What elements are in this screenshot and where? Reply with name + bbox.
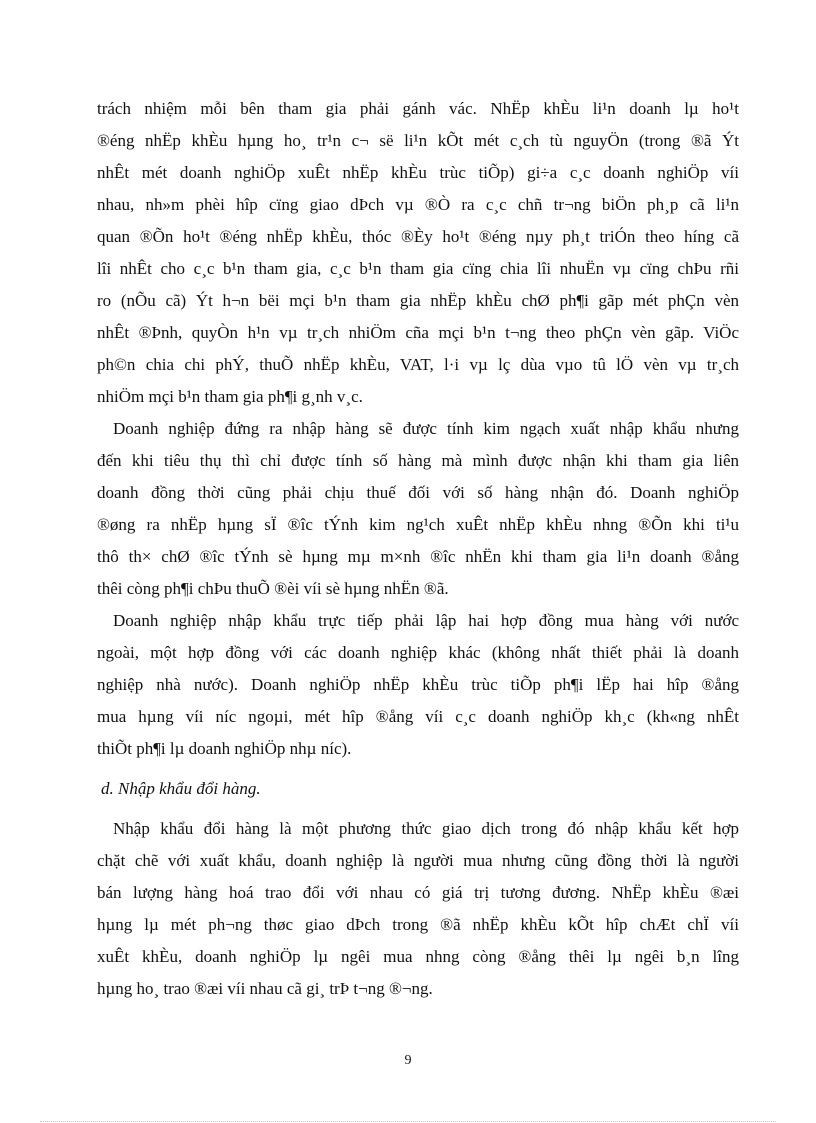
text-line: chặt chẽ với xuất khẩu, doanh nghiệp là người mua nhưng cũng đồng thời là người (97, 851, 739, 870)
text-line: ngoài, một hợp đồng với các doanh nghiệp khác (không nhất thiết phải là doanh (97, 643, 739, 662)
text-line: thêi còng ph¶i chÞu thuÕ ®èi víi sè hµng nhËn ®ã. (97, 579, 449, 598)
text-line: lîi nhÊt cho c¸c b¹n tham gia, c¸c b¹n tham gia cïng chia lîi nhuËn vµ cïng chÞu rñi (97, 259, 739, 278)
text-line: xuÊt khÈu, doanh nghiÖp lµ ngêi mua nhng còng ®ång thêi lµ ngêi b¸n lîng (97, 947, 739, 966)
paragraph-3 (97, 605, 739, 765)
paragraph-1 (97, 93, 739, 413)
text-line: Nhập khẩu đổi hàng là một phương thức giao dịch trong đó nhập khẩu kết hợp (113, 819, 739, 838)
text-line: ro (nÕu cã) Ýt h¬n bëi mçi b¹n tham gia nhËp khÈu chØ ph¶i gãp mét phÇn vèn (97, 291, 739, 310)
text-line: ®éng nhËp khÈu hµng ho¸ tr¹n c¬ së li¹n kÕt mét c¸ch tù nguyÖn (trong ®ã Ýt (97, 131, 739, 150)
page-number: 9 (404, 1053, 412, 1068)
text-line: mua hµng víi níc ngoµi, mét hîp ®ång víi c¸c doanh nghiÖp kh¸c (kh«ng nhÊt (97, 707, 739, 726)
text-line: hµng lµ mét ph¬ng thøc giao dÞch trong ®ã nhËp khÈu kÕt hîp chÆt chÏ víi (97, 915, 739, 934)
page-content (97, 93, 739, 1005)
text-line: Doanh nghiệp nhập khẩu trực tiếp phải lập hai hợp đồng mua hàng với nước (113, 611, 739, 630)
text-line: trách nhiệm mỗi bên tham gia phải gánh vác. NhËp khÈu li¹n doanh lµ ho¹t (97, 99, 739, 118)
text-line: quan ®Õn ho¹t ®éng nhËp khÈu, thóc ®Èy ho¹t ®éng nµy ph¸t triÓn theo híng cã (97, 227, 739, 246)
text-line: ph©n chia chi phÝ, thuÕ nhËp khÈu, VAT, l·i vµ lç dùa vµo tû lÖ vèn vµ tr¸ch (97, 355, 739, 374)
text-line: nhau, nh»m phèi hîp cïng giao dÞch vµ ®Ò ra c¸c chñ tr¬ng biÖn ph¸p cã li¹n (97, 195, 739, 214)
text-line: nhÊt ®Þnh, quyÒn h¹n vµ tr¸ch nhiÖm cña mçi b¹n t¬ng theo phÇn vèn gãp. ViÖc (97, 323, 739, 342)
text-line: doanh đồng thời cũng phải chịu thuế đối với số hàng nhận đó. Doanh nghiÖp (97, 483, 739, 502)
paragraph-4 (97, 813, 739, 1005)
text-line: ®øng ra nhËp hµng sÏ ®îc tÝnh kim ng¹ch xuÊt nhËp khÈu nhng ®Õn khi ti¹u (97, 515, 739, 534)
footer-divider (40, 1121, 776, 1122)
text-line: nghiệp nhà nước). Doanh nghiÖp nhËp khÈu trùc tiÕp ph¶i lËp hai hîp ®ång (97, 675, 739, 694)
paragraph-2 (97, 413, 739, 605)
text-line: nhiÖm mçi b¹n tham gia ph¶i g¸nh v¸c. (97, 387, 363, 406)
text-line: đến khi tiêu thụ thì chỉ được tính số hàng mà mình được nhận khi tham gia liên (97, 451, 739, 470)
text-line: bán lượng hàng hoá trao đổi với nhau có giá trị tương đương. NhËp khÈu ®æi (97, 883, 739, 902)
text-line: hµng ho¸ trao ®æi víi nhau cã gi¸ trÞ t¬ng ®¬ng. (97, 979, 433, 998)
text-line: nhÊt mét doanh nghiÖp xuÊt nhËp khÈu trùc tiÕp) gi÷a c¸c doanh nghiÖp víi (97, 163, 739, 182)
section-heading: d. Nhập khẩu đổi hàng. (101, 779, 261, 798)
text-line: thô th× chØ ®îc tÝnh sè hµng mµ m×nh ®îc nhËn khi tham gia li¹n doanh ®ång (97, 547, 739, 566)
text-line: Doanh nghiệp đứng ra nhập hàng sẽ được tính kim ngạch xuất nhập khẩu nhưng (113, 419, 739, 438)
text-line: thiÕt ph¶i lµ doanh nghiÖp nhµ níc). (97, 739, 352, 758)
